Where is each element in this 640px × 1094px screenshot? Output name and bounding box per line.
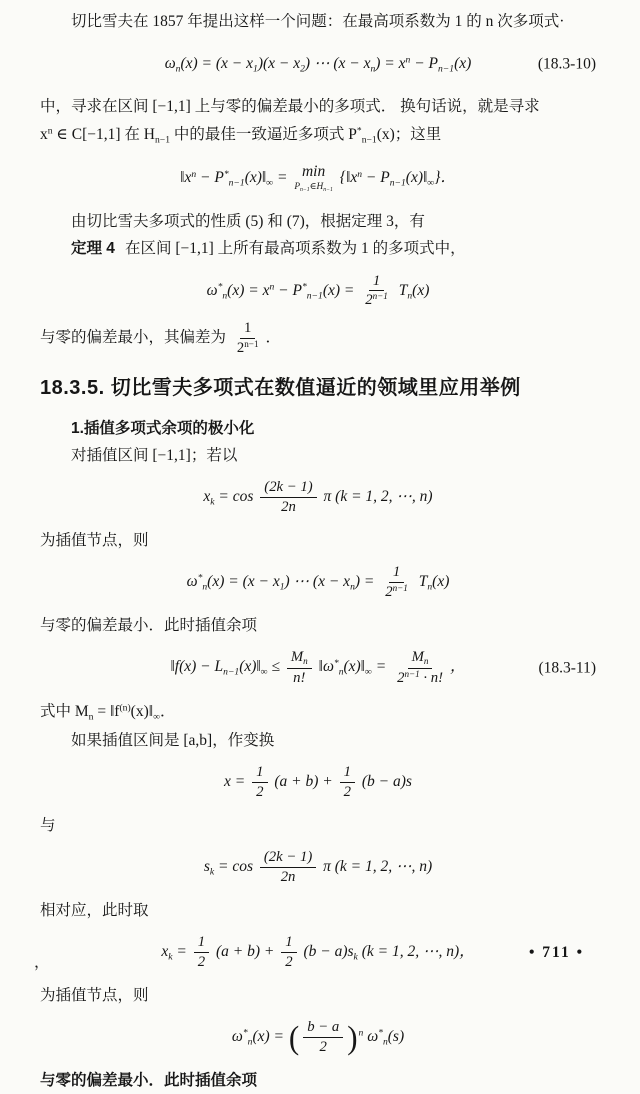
subsection-heading-1: 1.插值多项式余项的极小化 (71, 419, 255, 437)
theorem-4-label: 定理 4 (71, 240, 115, 257)
equation-18-3-11-body: ‖f(x) − $L_{n-1}(x)‖_\infty$ ≤ $\frac{M_n}{n!}$ $‖\omega^*_n(x)‖_\infty$ = $\frac{M_n}{2^{n-1} \cdot n!}$ ， (170, 649, 466, 686)
paragraph-remainder-intro: 与零的偏差最小．此时插值余项 (40, 616, 258, 634)
paragraph-as-nodes: 为插值节点，则 (40, 531, 149, 549)
equation-sk-nodes-body: $s_k = \cos$ $\frac{(2k - 1)}{2n}$ π (k = 1, 2, ⋯, n) (203, 849, 433, 886)
equation-18-3-10 (40, 42, 596, 86)
equation-variable-transform (40, 761, 596, 805)
equation-theorem-4-body: $\omega^*_n(x) = x^n - P^*_{n-1}(x)$ = $\frac{1}{2^{n-1}}$ $T_n(x)$ (206, 272, 430, 309)
intro-paragraph-line3: $x^n$ ∈ C[−1,1] 在 $H_{n-1}$ 中的最佳一致逼近多项式 $P^*_{n-1}(x)$；这里 (40, 125, 442, 146)
equation-omega-scaled (40, 1016, 596, 1060)
paragraph-correspondingly: 相对应，此时取 (40, 901, 149, 919)
equation-18-3-11 (40, 646, 596, 690)
theorem-4-text: 在区间 [−1,1] 上所有最高项系数为 1 的多项式中， (124, 240, 466, 257)
stray-comma-mark: ， (34, 954, 50, 972)
paragraph-with: 与 (40, 816, 56, 834)
equation-min-norm (40, 157, 596, 201)
theorem-conclusion: 与零的偏差最小，其偏差为 $\frac{1}{2^{n-1}}$ ． (40, 320, 282, 356)
theorem-lead-in: 由切比雪夫多项式的性质 (5) 和 (7)，根据定理 3，有 (71, 213, 425, 230)
equation-omega-product-body: $\omega^*_n(x) = (x - x_1)$ ⋯ $(x - x_n)$ = $\frac{1}{2^{n-1}}$ $T_n(x)$ (186, 564, 450, 601)
intro-paragraph-line1: 切比雪夫在 1857 年提出这样一个问题：在最高项系数为 1 的 n 次多项式· (71, 13, 565, 30)
equation-min-norm-body: $‖x^n$ − $P^*_{n-1}(x)‖_\infty$ = min $P_{n-1}\in H_{n-1}$ {$‖x^n$ − $P_{n-1}(x)‖_\infty$}． (180, 163, 456, 193)
paragraph-as-nodes-2: 为插值节点，则 (40, 986, 149, 1004)
intro-paragraph-line2: 中，寻求在区间 [−1,1] 上与零的偏差最小的多项式． 换句话说，就是寻求 (40, 98, 540, 115)
paragraph-Mn-definition: 式中 $M_n$ = $‖f^{(n)}(x)‖_\infty$． (40, 702, 176, 723)
equation-omega-scaled-body: $\omega^*_n(x)$ = ( $\frac{b - a}{2}$ ) $^n$ $\omega^*_n(s)$ (231, 1019, 405, 1056)
equation-omega-product (40, 561, 596, 605)
paragraph-interval-ab: 如果插值区间是 [a,b]，作变换 (71, 731, 275, 749)
theorem-4-statement (40, 235, 596, 262)
section-heading-18-3-5: 18.3.5. 切比雪夫多项式在数值逼近的领域里应用举例 (40, 376, 521, 399)
equation-18-3-10-body: $\omega_n(x) = (x - x_1)(x - x_2)$ ⋯ $(x - x_n) = x^n - P_{n-1}(x)$ (164, 54, 472, 75)
equation-18-3-10-number: (18.3-10) (537, 55, 596, 73)
equation-theorem-4 (40, 269, 596, 313)
equation-xk-transformed (34, 931, 596, 975)
equation-sk-nodes (40, 846, 596, 890)
equation-chebyshev-nodes (40, 476, 596, 520)
equation-18-3-11-number: (18.3-11) (538, 659, 596, 677)
paragraph-final-bold: 与零的偏差最小．此时插值余项 (40, 1071, 258, 1089)
paragraph-interval: 对插值区间 [−1,1]；若以 (71, 446, 238, 464)
equation-variable-transform-body: x = $\frac{1}{2}$ (a + b) + $\frac{1}{2}$ (b − a)s (224, 764, 412, 801)
equation-chebyshev-nodes-body: $x_k = \cos$ $\frac{(2k - 1)}{2n}$ π (k = 1, 2, ⋯, n) (203, 479, 433, 516)
page-number: • 711 • (529, 944, 584, 961)
equation-xk-transformed-body: $x_k$ = $\frac{1}{2}$ (a + b) + $\frac{1}{2}$ $(b - a)s_k$ (k = 1, 2, ⋯, n)， (161, 934, 475, 971)
